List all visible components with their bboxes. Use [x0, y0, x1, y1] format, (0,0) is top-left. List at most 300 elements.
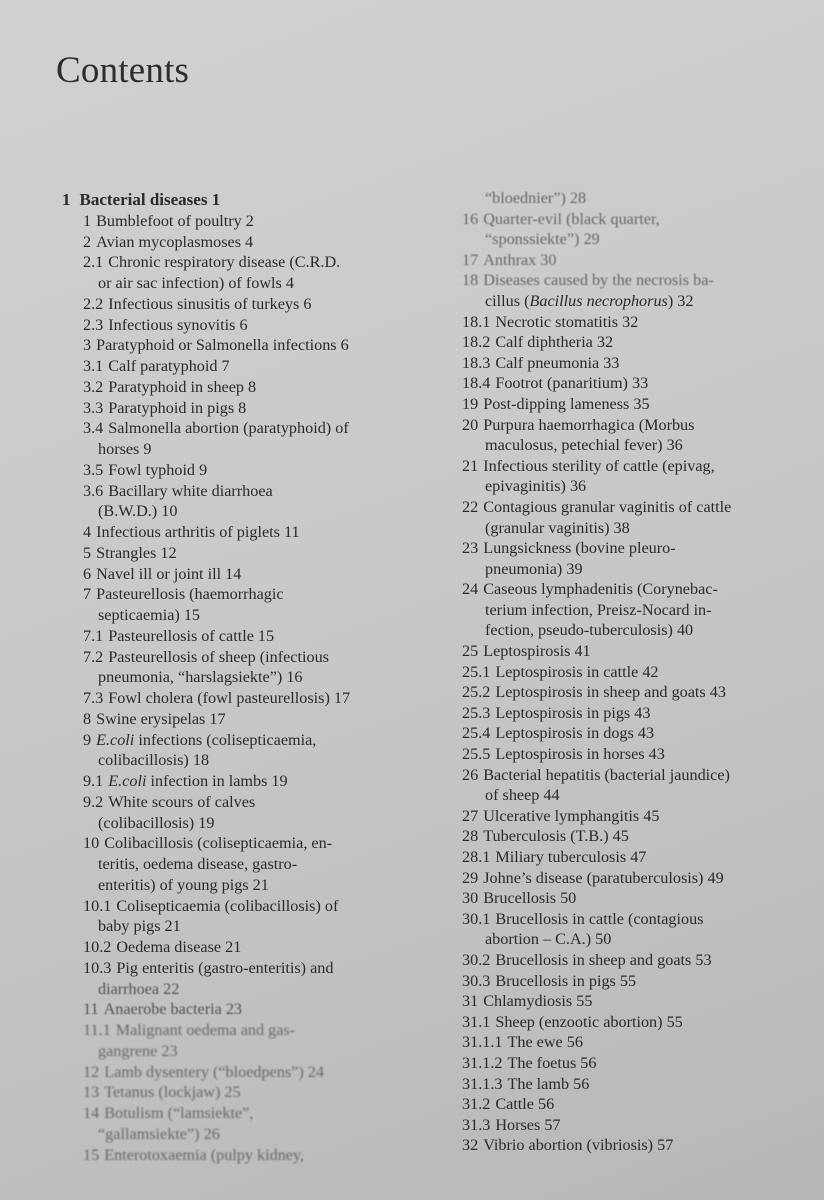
entry-text: Tuberculosis (T.B.) 45 — [483, 827, 629, 846]
entry-text: Tetanus (lockjaw) 25 — [104, 1083, 241, 1102]
entry-text: Bacterial diseases 1 — [79, 190, 221, 209]
entry-text: “gallamsiekte”) 26 — [98, 1124, 220, 1143]
section-number: 3.6 — [83, 481, 104, 500]
toc-entry — [62, 626, 407, 647]
toc-line — [447, 1053, 792, 1074]
contents-left-column — [62, 190, 407, 1165]
toc-entry — [62, 584, 407, 626]
toc-entry — [62, 709, 407, 730]
toc-entry — [62, 937, 407, 958]
entry-text: Paratyphoid or Salmonella infections 6 — [96, 336, 349, 355]
entry-text: Colibacillosis (colisepticaemia, en- — [104, 834, 333, 853]
toc-entry — [447, 723, 792, 744]
entry-text: (granular vaginitis) 38 — [485, 518, 630, 537]
toc-entry — [62, 958, 407, 1000]
toc-line — [62, 564, 407, 585]
toc-line — [62, 626, 407, 647]
section-number: 9.1 — [83, 772, 104, 790]
toc-entry — [62, 792, 407, 834]
section-number: 10.2 — [83, 938, 112, 956]
toc-entry — [447, 270, 792, 311]
contents-right-column — [447, 188, 792, 1156]
section-number: 11.1 — [83, 1021, 111, 1039]
section-number: 10.3 — [83, 958, 112, 977]
section-number: 3.5 — [83, 460, 104, 479]
section-number: 1 — [62, 190, 71, 209]
toc-entry — [447, 353, 792, 374]
toc-entry — [62, 771, 407, 792]
entry-text: diarrhoea 22 — [98, 979, 180, 998]
toc-line — [447, 703, 792, 724]
section-number: 31.3 — [462, 1115, 491, 1134]
toc-entry — [62, 232, 407, 253]
toc-line — [62, 854, 407, 875]
entry-text: Brucellosis in sheep and goats 53 — [495, 950, 712, 969]
toc-entry — [447, 971, 792, 992]
entry-text: Chlamydiosis 55 — [483, 992, 593, 1011]
section-number: 11 — [83, 1000, 99, 1019]
toc-line — [62, 647, 407, 668]
section-number: 3 — [83, 336, 92, 355]
toc-line — [447, 868, 792, 889]
toc-entry — [62, 647, 407, 689]
entry-text: Diseases caused by the necrosis ba- — [483, 271, 714, 290]
section-number: 14 — [83, 1104, 100, 1122]
toc-entry — [447, 1135, 792, 1156]
toc-line — [62, 356, 407, 377]
toc-line — [447, 291, 792, 312]
section-number: 2.1 — [83, 253, 104, 272]
entry-text: Johne’s disease (paratuberculosis) 49 — [483, 868, 724, 887]
toc-line — [62, 1103, 407, 1124]
entry-text: Anaerobe bacteria 23 — [103, 1000, 243, 1019]
section-number: 28 — [462, 827, 479, 846]
italic-text: E.coli — [96, 730, 135, 749]
toc-line — [447, 971, 792, 992]
toc-line — [62, 481, 407, 502]
toc-line — [62, 937, 407, 958]
entry-text: Purpura haemorrhagica (Morbus — [483, 415, 695, 434]
entry-text: Chronic respiratory disease (C.R.D. — [108, 253, 341, 272]
toc-line — [62, 418, 407, 439]
toc-entry — [62, 315, 407, 336]
toc-line — [447, 435, 792, 456]
toc-line — [62, 190, 407, 211]
entry-text: Pig enteritis (gastro-enteritis) and — [116, 958, 334, 977]
toc-line — [62, 605, 407, 626]
entry-text: Post-dipping lameness 35 — [483, 394, 650, 413]
entry-text: Swine erysipelas 17 — [96, 709, 226, 728]
entry-text: terium infection, Preisz-Nocard in- — [485, 600, 712, 619]
toc-line — [62, 315, 407, 336]
entry-text: maculosus, petechial fever) 36 — [485, 436, 683, 455]
toc-entry — [447, 1094, 792, 1115]
toc-line — [447, 1135, 792, 1156]
toc-line — [447, 950, 792, 971]
entry-text: White scours of calves — [108, 792, 256, 811]
entry-text: Miliary tuberculosis 47 — [495, 848, 647, 866]
section-number: 1 — [83, 211, 92, 230]
entry-text: “sponssiekte”) 29 — [485, 230, 600, 249]
toc-entry — [447, 909, 792, 950]
section-number: 2.2 — [83, 294, 104, 313]
section-number: 18.2 — [462, 333, 491, 352]
section-number: 25.5 — [462, 745, 491, 764]
section-number: 3.2 — [83, 377, 104, 396]
toc-line — [447, 456, 792, 477]
entry-text: pneumonia) 39 — [485, 559, 583, 578]
entry-text: teritis, oedema disease, gastro- — [98, 855, 298, 873]
entry-text: Pasteurellosis of sheep (infectious — [108, 647, 329, 666]
section-number: 27 — [462, 806, 479, 825]
entry-text: Malignant oedema and gas- — [115, 1021, 296, 1039]
entry-text: Fowl typhoid 9 — [108, 460, 208, 479]
toc-entry — [62, 211, 407, 232]
toc-entry — [447, 847, 792, 868]
entry-text: Enterotoxaemia (pulpy kidney, — [104, 1145, 305, 1164]
entry-text: Fowl cholera (fowl pasteurellosis) 17 — [108, 689, 351, 707]
toc-entry — [447, 394, 792, 415]
entry-text: Bacillary white diarrhoea — [108, 481, 273, 500]
entry-text: Pasteurellosis of cattle 15 — [108, 626, 275, 645]
section-number: 8 — [83, 709, 92, 728]
entry-text: Leptospirosis in pigs 43 — [495, 703, 651, 722]
section-number: 31.1.1 — [462, 1033, 503, 1052]
toc-line — [62, 792, 407, 813]
entry-text: Navel ill or joint ill 14 — [96, 564, 242, 583]
toc-line — [447, 270, 792, 291]
section-number: 30.2 — [462, 950, 491, 969]
toc-entry — [447, 662, 792, 683]
toc-line — [447, 888, 792, 909]
toc-line — [447, 373, 792, 394]
entry-text: of sheep 44 — [485, 786, 560, 805]
section-number: 31.1 — [462, 1012, 491, 1031]
toc-line — [447, 188, 792, 209]
toc-line — [447, 1115, 792, 1136]
toc-entry — [447, 373, 792, 394]
entry-text: Salmonella abortion (paratyphoid) of — [108, 419, 349, 438]
toc-line — [447, 600, 792, 621]
toc-line — [447, 929, 792, 950]
toc-line — [62, 979, 407, 1000]
toc-entry — [447, 1032, 792, 1053]
toc-line — [62, 335, 407, 356]
section-number: 18.4 — [462, 374, 491, 393]
entry-text: or air sac infection) of fowls 4 — [98, 274, 294, 292]
entry-text: Botulism (“lamsiekte”, — [104, 1104, 254, 1122]
toc-line — [62, 1124, 407, 1145]
section-number: 25.3 — [462, 703, 491, 722]
toc-entry — [62, 896, 407, 938]
toc-line — [447, 250, 792, 271]
section-number: 32 — [462, 1136, 479, 1155]
toc-line — [447, 744, 792, 765]
section-number: 13 — [83, 1083, 100, 1102]
page-title: Contents — [56, 49, 190, 91]
toc-entry — [447, 209, 792, 250]
toc-line — [62, 1062, 407, 1083]
entry-text: horses 9 — [98, 440, 152, 458]
toc-line — [447, 579, 792, 600]
entry-text: Colisepticaemia (colibacillosis) of — [116, 896, 339, 915]
toc-line — [447, 394, 792, 415]
toc-entry — [447, 703, 792, 724]
toc-line — [62, 1041, 407, 1062]
toc-entry — [447, 188, 792, 209]
section-number: 31.1.2 — [462, 1053, 503, 1072]
toc-entry — [62, 1062, 407, 1083]
entry-text: Quarter-evil (black quarter, — [483, 209, 660, 228]
toc-entry — [62, 481, 407, 523]
entry-text: enteritis) of young pigs 21 — [98, 875, 269, 894]
section-number: 7.2 — [83, 647, 104, 666]
section-number: 31.1.3 — [462, 1074, 503, 1093]
toc-line — [447, 765, 792, 786]
entry-text: infections (colisepticaemia, — [134, 730, 317, 749]
section-number: 25.1 — [462, 662, 491, 681]
toc-line — [447, 641, 792, 662]
toc-line — [62, 999, 407, 1020]
toc-entry — [447, 415, 792, 456]
entry-text: fection, pseudo-tuberculosis) 40 — [485, 621, 694, 640]
toc-line — [447, 559, 792, 580]
entry-text: Leptospirosis in cattle 42 — [495, 662, 659, 681]
section-number: 29 — [462, 868, 479, 887]
section-number: 7.3 — [83, 689, 104, 707]
toc-line — [447, 1032, 792, 1053]
section-number: 15 — [83, 1145, 100, 1164]
italic-text: Bacillus necrophorus — [529, 291, 668, 310]
toc-line — [447, 209, 792, 230]
section-number: 17 — [462, 250, 479, 269]
entry-text: Contagious granular vaginitis of cattle — [483, 497, 732, 516]
section-number: 7 — [83, 585, 92, 604]
entry-text: Infectious sinusitis of turkeys 6 — [108, 294, 312, 313]
chapter-heading — [62, 190, 407, 211]
toc-line — [447, 723, 792, 744]
entry-text: gangrene 23 — [98, 1041, 178, 1060]
entry-text: Calf diphtheria 32 — [495, 333, 614, 352]
section-number: 3.1 — [83, 357, 104, 375]
toc-line — [447, 1074, 792, 1095]
entry-text: (B.W.D.) 10 — [98, 502, 178, 521]
toc-entry — [62, 1082, 407, 1103]
entry-text: colibacillosis) 18 — [98, 751, 210, 770]
entry-text: Lungsickness (bovine pleuro- — [483, 539, 676, 558]
toc-entry — [447, 950, 792, 971]
toc-line — [447, 909, 792, 930]
toc-entry — [62, 522, 407, 543]
toc-line — [62, 501, 407, 522]
section-number: 6 — [83, 564, 92, 583]
toc-entry — [447, 641, 792, 662]
section-number: 2.3 — [83, 315, 104, 334]
toc-line — [447, 415, 792, 436]
toc-line — [62, 750, 407, 771]
toc-line — [62, 252, 407, 273]
toc-line — [62, 688, 407, 709]
toc-entry — [447, 1053, 792, 1074]
section-number: 18 — [462, 271, 479, 290]
section-number: 20 — [462, 415, 479, 434]
toc-line — [62, 377, 407, 398]
toc-line — [447, 785, 792, 806]
toc-line — [447, 353, 792, 374]
entry-text: ) 32 — [667, 291, 694, 310]
toc-entry — [447, 250, 792, 271]
toc-line — [62, 896, 407, 917]
entry-text: epivaginitis) 36 — [485, 477, 587, 496]
toc-entry — [62, 730, 407, 772]
entry-text: Calf pneumonia 33 — [495, 353, 620, 372]
entry-text: “bloednier”) 28 — [485, 189, 587, 207]
toc-line — [62, 398, 407, 419]
entry-text: The ewe 56 — [507, 1033, 583, 1052]
toc-line — [62, 211, 407, 232]
entry-text: Lamb dysentery (“bloedpens”) 24 — [104, 1062, 324, 1081]
toc-line — [447, 806, 792, 827]
toc-line — [447, 1012, 792, 1033]
toc-line — [62, 813, 407, 834]
toc-entry — [62, 418, 407, 460]
toc-line — [447, 662, 792, 683]
toc-line — [447, 682, 792, 703]
toc-line — [62, 522, 407, 543]
toc-entry — [62, 1020, 407, 1062]
section-number: 30 — [462, 889, 479, 908]
toc-entry — [447, 744, 792, 765]
toc-line — [62, 439, 407, 460]
entry-text: Brucellosis in pigs 55 — [495, 971, 637, 990]
entry-text: Cattle 56 — [495, 1095, 555, 1114]
entry-text: Leptospirosis in dogs 43 — [495, 724, 655, 743]
section-number: 22 — [462, 497, 479, 516]
entry-text: baby pigs 21 — [98, 917, 181, 936]
toc-entry — [62, 252, 407, 294]
section-number: 24 — [462, 580, 479, 599]
toc-entry — [447, 1074, 792, 1095]
italic-text: E.coli — [108, 772, 147, 790]
section-number: 9 — [83, 730, 92, 749]
section-number: 9.2 — [83, 792, 104, 811]
section-number: 25 — [462, 642, 479, 661]
toc-line — [447, 847, 792, 868]
toc-entry — [447, 332, 792, 353]
entry-text: Paratyphoid in sheep 8 — [108, 377, 257, 396]
entry-text: Leptospirosis in horses 43 — [495, 745, 665, 764]
toc-line — [62, 460, 407, 481]
toc-entry — [447, 456, 792, 497]
section-number: 31.2 — [462, 1095, 491, 1114]
toc-entry — [62, 999, 407, 1020]
section-number: 18.3 — [462, 353, 491, 372]
entry-text: abortion – C.A.) 50 — [485, 930, 612, 949]
toc-entry — [447, 1012, 792, 1033]
section-number: 10 — [83, 834, 100, 853]
toc-line — [62, 771, 407, 792]
entry-text: Anthrax 30 — [483, 250, 557, 269]
toc-entry — [447, 538, 792, 579]
entry-text: Calf paratyphoid 7 — [108, 357, 230, 375]
toc-entry — [62, 1103, 407, 1145]
toc-line — [447, 312, 792, 333]
entry-text: Strangles 12 — [96, 543, 177, 562]
toc-entry — [62, 335, 407, 356]
entry-text: Caseous lymphadenitis (Corynebac- — [483, 580, 718, 599]
entry-text: Paratyphoid in pigs 8 — [108, 398, 247, 417]
section-number: 30.3 — [462, 971, 491, 990]
section-number: 2 — [83, 232, 92, 251]
entry-text: Leptospirosis in sheep and goats 43 — [495, 683, 726, 702]
entry-text: Footrot (panaritium) 33 — [495, 374, 649, 393]
toc-line — [447, 620, 792, 641]
section-number: 31 — [462, 992, 479, 1011]
entry-text: Leptospirosis 41 — [483, 642, 591, 661]
toc-line — [62, 1020, 407, 1041]
toc-line — [62, 584, 407, 605]
entry-text: Oedema disease 21 — [116, 938, 242, 956]
toc-entry — [62, 460, 407, 481]
toc-line — [62, 1145, 407, 1166]
entry-text: pneumonia, “harslagsiekte”) 16 — [98, 668, 303, 687]
toc-line — [62, 916, 407, 937]
toc-line — [62, 543, 407, 564]
section-number: 18.1 — [462, 312, 491, 331]
toc-entry — [447, 806, 792, 827]
toc-line — [62, 273, 407, 294]
entry-text: Brucellosis in cattle (contagious — [495, 909, 704, 928]
section-number: 21 — [462, 456, 479, 475]
toc-entry — [62, 377, 407, 398]
section-number: 25.4 — [462, 724, 491, 743]
entry-text: Pasteurellosis (haemorrhagic — [96, 585, 284, 604]
entry-text: Brucellosis 50 — [483, 889, 577, 908]
toc-line — [447, 497, 792, 518]
entry-text: Horses 57 — [495, 1115, 561, 1134]
toc-line — [447, 991, 792, 1012]
section-number: 3.3 — [83, 398, 104, 417]
toc-entry — [447, 868, 792, 889]
toc-line — [447, 1094, 792, 1115]
toc-line — [62, 875, 407, 896]
entry-text: Necrotic stomatitis 32 — [495, 312, 639, 331]
entry-text: infection in lambs 19 — [146, 772, 288, 790]
toc-line — [62, 232, 407, 253]
entry-text: septicaemia) 15 — [98, 606, 201, 624]
entry-text: The lamb 56 — [507, 1074, 590, 1093]
toc-entry — [62, 398, 407, 419]
entry-text: Bumblefoot of poultry 2 — [96, 211, 254, 230]
section-number: 23 — [462, 539, 479, 558]
section-number: 4 — [83, 523, 92, 541]
entry-text: Infectious arthritis of piglets 11 — [96, 523, 300, 541]
toc-line — [447, 826, 792, 847]
toc-line — [62, 709, 407, 730]
toc-line — [447, 229, 792, 250]
toc-entry — [62, 564, 407, 585]
entry-text: Infectious sterility of cattle (epivag, — [483, 456, 715, 475]
toc-entry — [62, 543, 407, 564]
toc-line — [447, 332, 792, 353]
entry-text: cillus ( — [485, 291, 530, 310]
toc-entry — [62, 833, 407, 895]
toc-line — [62, 294, 407, 315]
section-number: 26 — [462, 765, 479, 784]
toc-entry — [62, 356, 407, 377]
entry-text: The foetus 56 — [507, 1053, 597, 1072]
toc-entry — [447, 682, 792, 703]
